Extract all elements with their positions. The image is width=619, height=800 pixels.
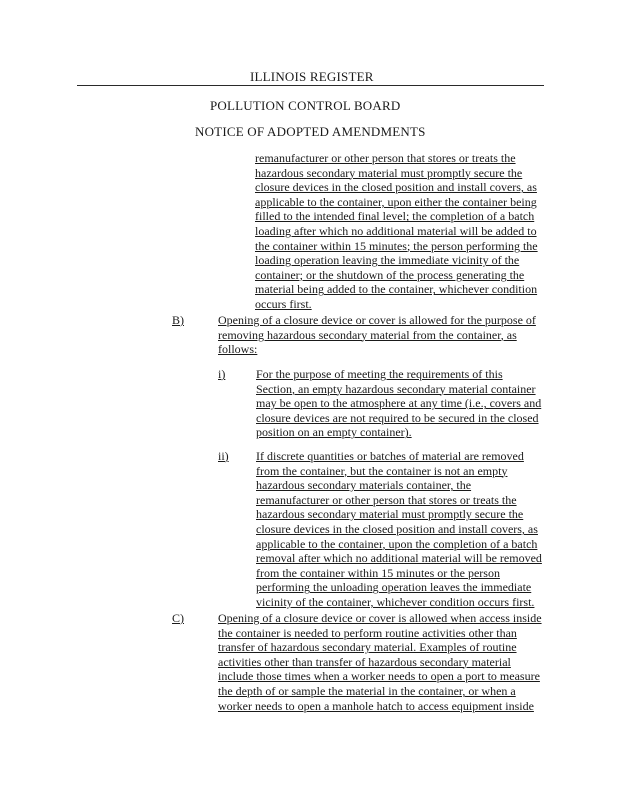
- text-line: closure devices in the closed position and install covers, as: [255, 180, 537, 195]
- text-line: occurs first.: [255, 296, 312, 311]
- text-line: For the purpose of meeting the requirements of this: [256, 367, 503, 381]
- text-line: closure devices are not required to be secured in the closed: [256, 410, 539, 425]
- register-title: ILLINOIS REGISTER: [250, 69, 374, 84]
- item-b-ii-marker: ii): [218, 449, 229, 463]
- text-line: hazardous secondary materials container, the: [256, 478, 472, 493]
- text-line: activities other than transfer of hazardous secondary material: [218, 654, 511, 669]
- item-c-marker: C): [172, 611, 184, 625]
- text-line: Opening of a closure device or cover is allowed for the purpose of: [218, 313, 536, 327]
- item-b-i-text: [256, 367, 546, 440]
- text-line: performing the unloading operation leaves the immediate: [256, 580, 532, 595]
- continued-paragraph: [255, 151, 545, 312]
- text-line: the depth of or sample the material in the container, or when a: [218, 683, 516, 698]
- text-line: applicable to the container, upon the completion of a batch: [256, 536, 538, 551]
- text-line: include those times when a worker needs to open a port to measure: [218, 669, 540, 684]
- notice-title: NOTICE OF ADOPTED AMENDMENTS: [195, 124, 426, 139]
- text-line: container; or the shutdown of the process generating the: [255, 267, 525, 282]
- text-line: filled to the intended final level; the completion of a batch: [255, 209, 535, 224]
- text-line: position on an empty container).: [256, 425, 412, 440]
- text-line: removal after which no additional material will be removed: [256, 551, 542, 566]
- text-line: loading operation leaving the immediate vicinity of the: [255, 253, 520, 268]
- text-line: closure devices in the closed position and install covers, as: [256, 521, 538, 536]
- text-line: hazardous secondary material must promptly secure the: [256, 507, 524, 522]
- item-b-ii-text: [256, 449, 546, 610]
- text-line: worker needs to open a manhole hatch to access equipment inside: [218, 698, 534, 713]
- item-b-i-marker: i): [218, 367, 226, 381]
- item-b-text: [218, 313, 545, 357]
- text-line: the container is needed to perform routine activities other than: [218, 625, 517, 640]
- text-line: applicable to the container, upon either the container being: [255, 194, 537, 209]
- text-line: transfer of hazardous secondary material. Examples of routine: [218, 640, 517, 655]
- text-line: loading after which no additional material will be added to: [255, 223, 537, 238]
- header-rule: [77, 85, 544, 86]
- text-line: the container within 15 minutes; the person performing the: [255, 238, 538, 253]
- text-line: remanufacturer or other person that stores or treats the: [256, 492, 517, 507]
- text-line: removing hazardous secondary material from the container, as: [218, 327, 517, 342]
- board-title: POLLUTION CONTROL BOARD: [210, 98, 401, 113]
- text-line: Section, an empty hazardous secondary material container: [256, 381, 536, 396]
- item-b-marker: B): [172, 313, 184, 327]
- text-line: follows:: [218, 342, 258, 357]
- text-line: vicinity of the container, whichever condition occurs first.: [256, 594, 535, 609]
- item-c-text: [218, 611, 545, 713]
- text-line: hazardous secondary material must promptly secure the: [255, 165, 523, 180]
- text-line: may be open to the atmosphere at any time (i.e., covers and: [256, 396, 542, 411]
- text-line: material being added to the container, whichever condition: [255, 282, 538, 297]
- text-line: remanufacturer or other person that stores or treats the: [255, 151, 516, 165]
- text-line: from the container within 15 minutes or the person: [256, 565, 500, 580]
- text-line: Opening of a closure device or cover is allowed when access inside: [218, 611, 542, 625]
- text-line: from the container, but the container is not an empty: [256, 463, 508, 478]
- text-line: If discrete quantities or batches of material are removed: [256, 449, 524, 463]
